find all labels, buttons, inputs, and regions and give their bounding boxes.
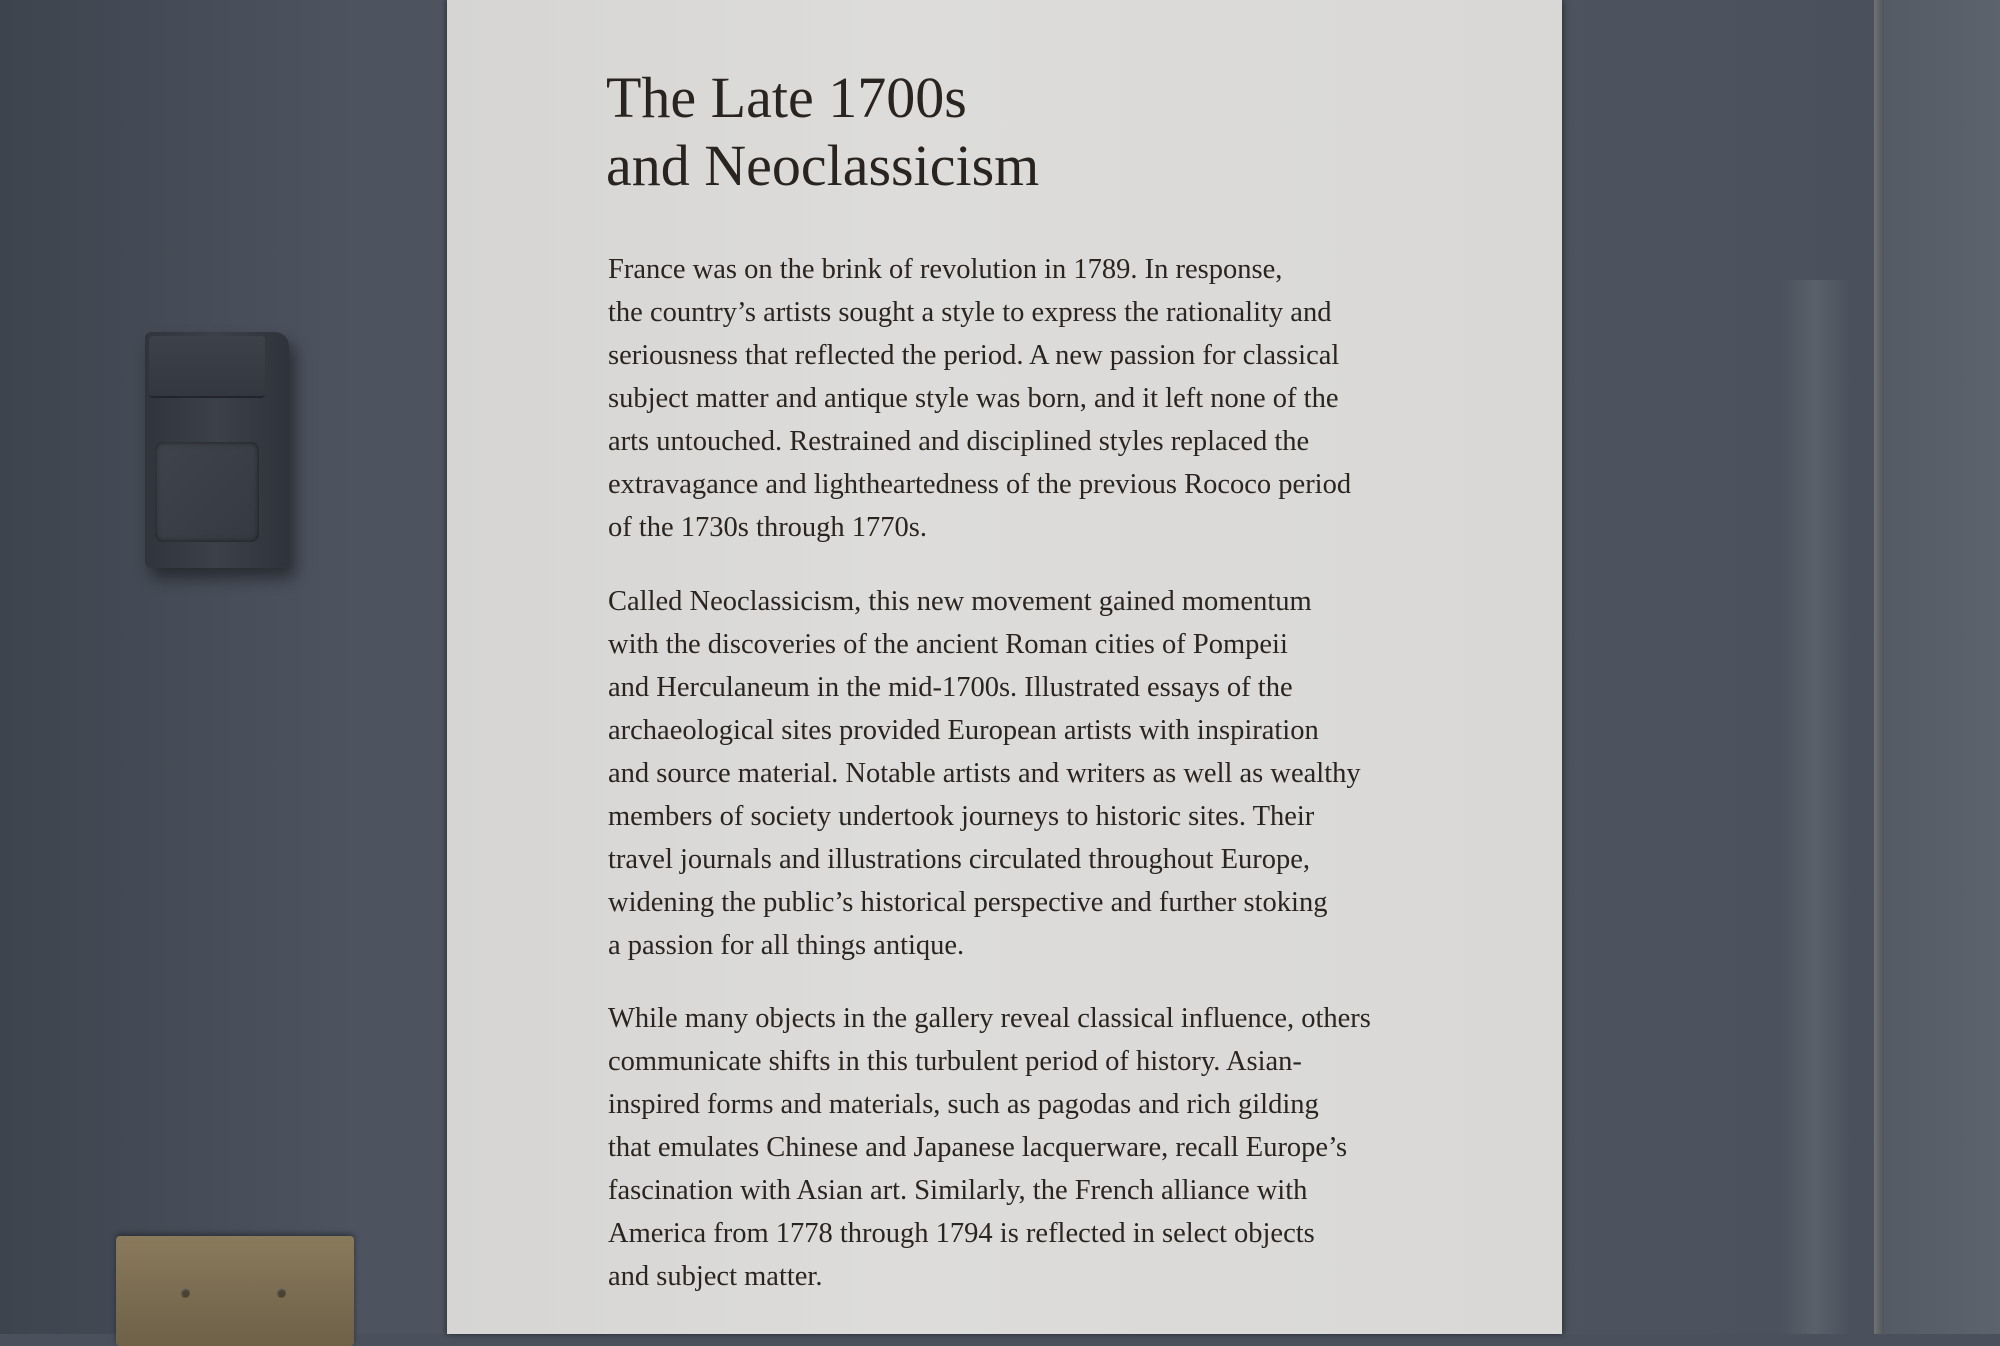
sign-paragraph-3: While many objects in the gallery reveal classical influence, others communicate shifts in this turbulent period of history. Asian- inspired forms and materials, such as pagodas and rich gilding that emulates Chinese and Japanese lacquerware, recall Europe’s fascination with Asian art. Similarly, the French alliance with America from 1778 through 1794 is reflected in select objects and subject matter.	[608, 1003, 1371, 1292]
screw-icon	[276, 1288, 286, 1298]
display-case-glass-edge	[1874, 0, 1884, 1334]
glass-reflection	[1780, 280, 1850, 1334]
screw-icon	[180, 1288, 190, 1298]
light-switch-plate	[116, 1236, 354, 1346]
sign-paragraph-2: Called Neoclassicism, this new movement gained momentum with the discoveries of the ancient Roman cities of Pompeii and Herculaneum in the mid-1700s. Illustrated essays of the archaeological sites provided European artists with inspiration and source material. Notable artists and writers as well as wealthy members of society undertook journeys to historic sites. Their travel journals and illustrations circulated throughout Europe, widening the public’s historical perspective and further stoking a passion for all things antique.	[608, 586, 1361, 961]
sign-title: The Late 1700s and Neoclassicism	[606, 65, 1040, 198]
sign-paragraph-1: France was on the brink of revolution in 1789. In response, the country’s artists sought a style to express the rationality and seriousness that reflected the period. A new passion for classical subject matter and antique style was born, and it left none of the arts untouched. Restrained and disciplined styles replaced the extravagance and lightheartedness of the previous Rococo period of the 1730s through 1770s.	[608, 254, 1352, 543]
display-case	[1884, 0, 2000, 1334]
sensor-window	[155, 442, 259, 542]
sensor-cap	[149, 336, 265, 398]
wall-sensor-device	[145, 332, 289, 568]
